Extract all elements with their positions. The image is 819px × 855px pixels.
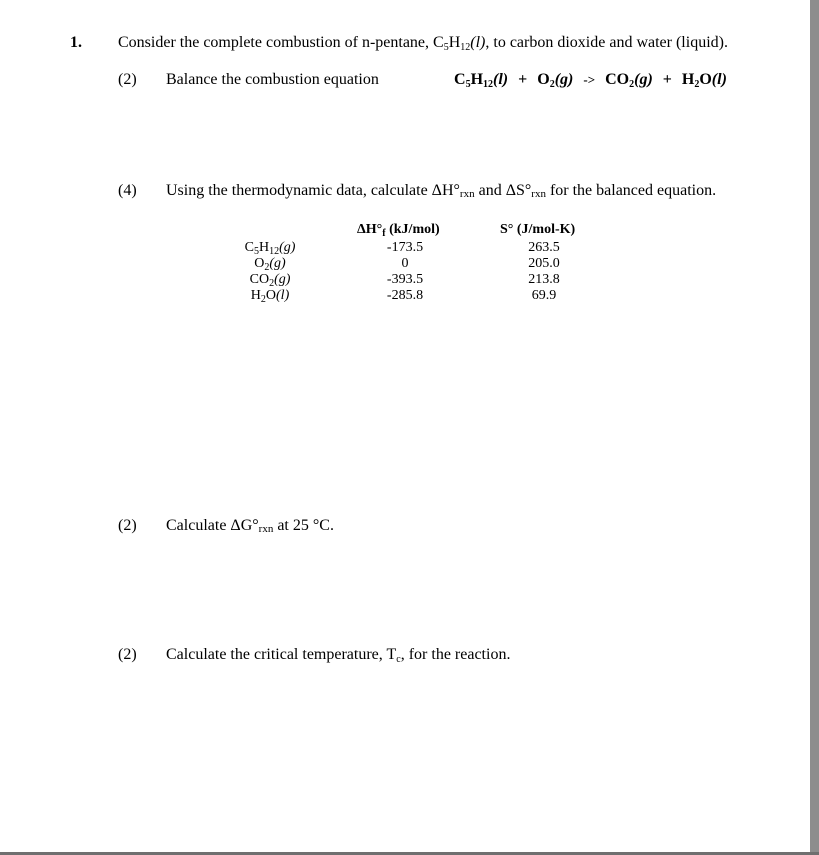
intro-h-subscript: 12: [460, 42, 471, 53]
part-4-text: Calculate the critical temperature, Tc, for the reaction.: [166, 646, 511, 665]
part-3-points: (2): [118, 517, 137, 534]
entropy-column: [512, 240, 576, 304]
page-right-edge: [810, 0, 819, 855]
product-co2: CO2(g): [605, 71, 653, 90]
intro-suffix: , to carbon dioxide and water (liquid).: [485, 34, 728, 51]
part-1-points: (2): [118, 71, 137, 88]
reaction-arrow: ->: [583, 72, 596, 87]
species-water: $H_2O(l)$: [250, 288, 290, 305]
reactant-pentane: C5H12(l): [454, 71, 509, 90]
delta-h-value: 0: [401, 256, 409, 271]
entropy-value: 213.8: [528, 272, 560, 287]
part-2-points: (4): [118, 182, 137, 199]
part-3-text: Calculate ΔG°rxn at 25 °C.: [166, 517, 334, 535]
question-number: 1.: [70, 34, 82, 51]
species-oxygen: $O_2(g)$: [254, 256, 286, 273]
species-column: [225, 240, 315, 304]
reactant-oxygen: O2(g): [537, 71, 574, 90]
combustion-equation: [454, 70, 727, 92]
part-4-points: (2): [118, 646, 137, 663]
intro-h: H: [448, 34, 461, 51]
entropy-value: 205.0: [528, 256, 560, 271]
delta-h-header: $\Delta H^\circ_f$ (kJ/mol): [357, 222, 440, 239]
intro-c-subscript: 5: [443, 42, 449, 53]
entropy-value: 263.5: [528, 240, 560, 255]
delta-h-value: -173.5: [386, 240, 424, 255]
delta-h-value: -285.8: [386, 288, 424, 303]
plus-sign-1: +: [518, 71, 528, 88]
part-1-text: Balance the combustion equation: [166, 71, 379, 88]
plus-sign-2: +: [662, 71, 672, 88]
delta-h-column: [370, 240, 440, 304]
entropy-value: 69.9: [531, 288, 557, 303]
species-pentane: $C_5H_{12}(g)$: [244, 240, 296, 257]
delta-h-value: -393.5: [386, 272, 424, 287]
question-intro: [118, 33, 728, 55]
product-water: H2O(l): [681, 71, 727, 90]
part-2-text: Using the thermodynamic data, calculate ΔH°rxn and ΔS°rxn for the balanced equation.: [166, 182, 717, 200]
intro-state: (l): [470, 34, 486, 51]
entropy-header: S° (J/mol-K): [500, 222, 576, 237]
intro-prefix: Consider the complete combustion of n-pentane, C: [118, 34, 444, 51]
species-co2: $CO_2(g)$: [249, 272, 291, 289]
